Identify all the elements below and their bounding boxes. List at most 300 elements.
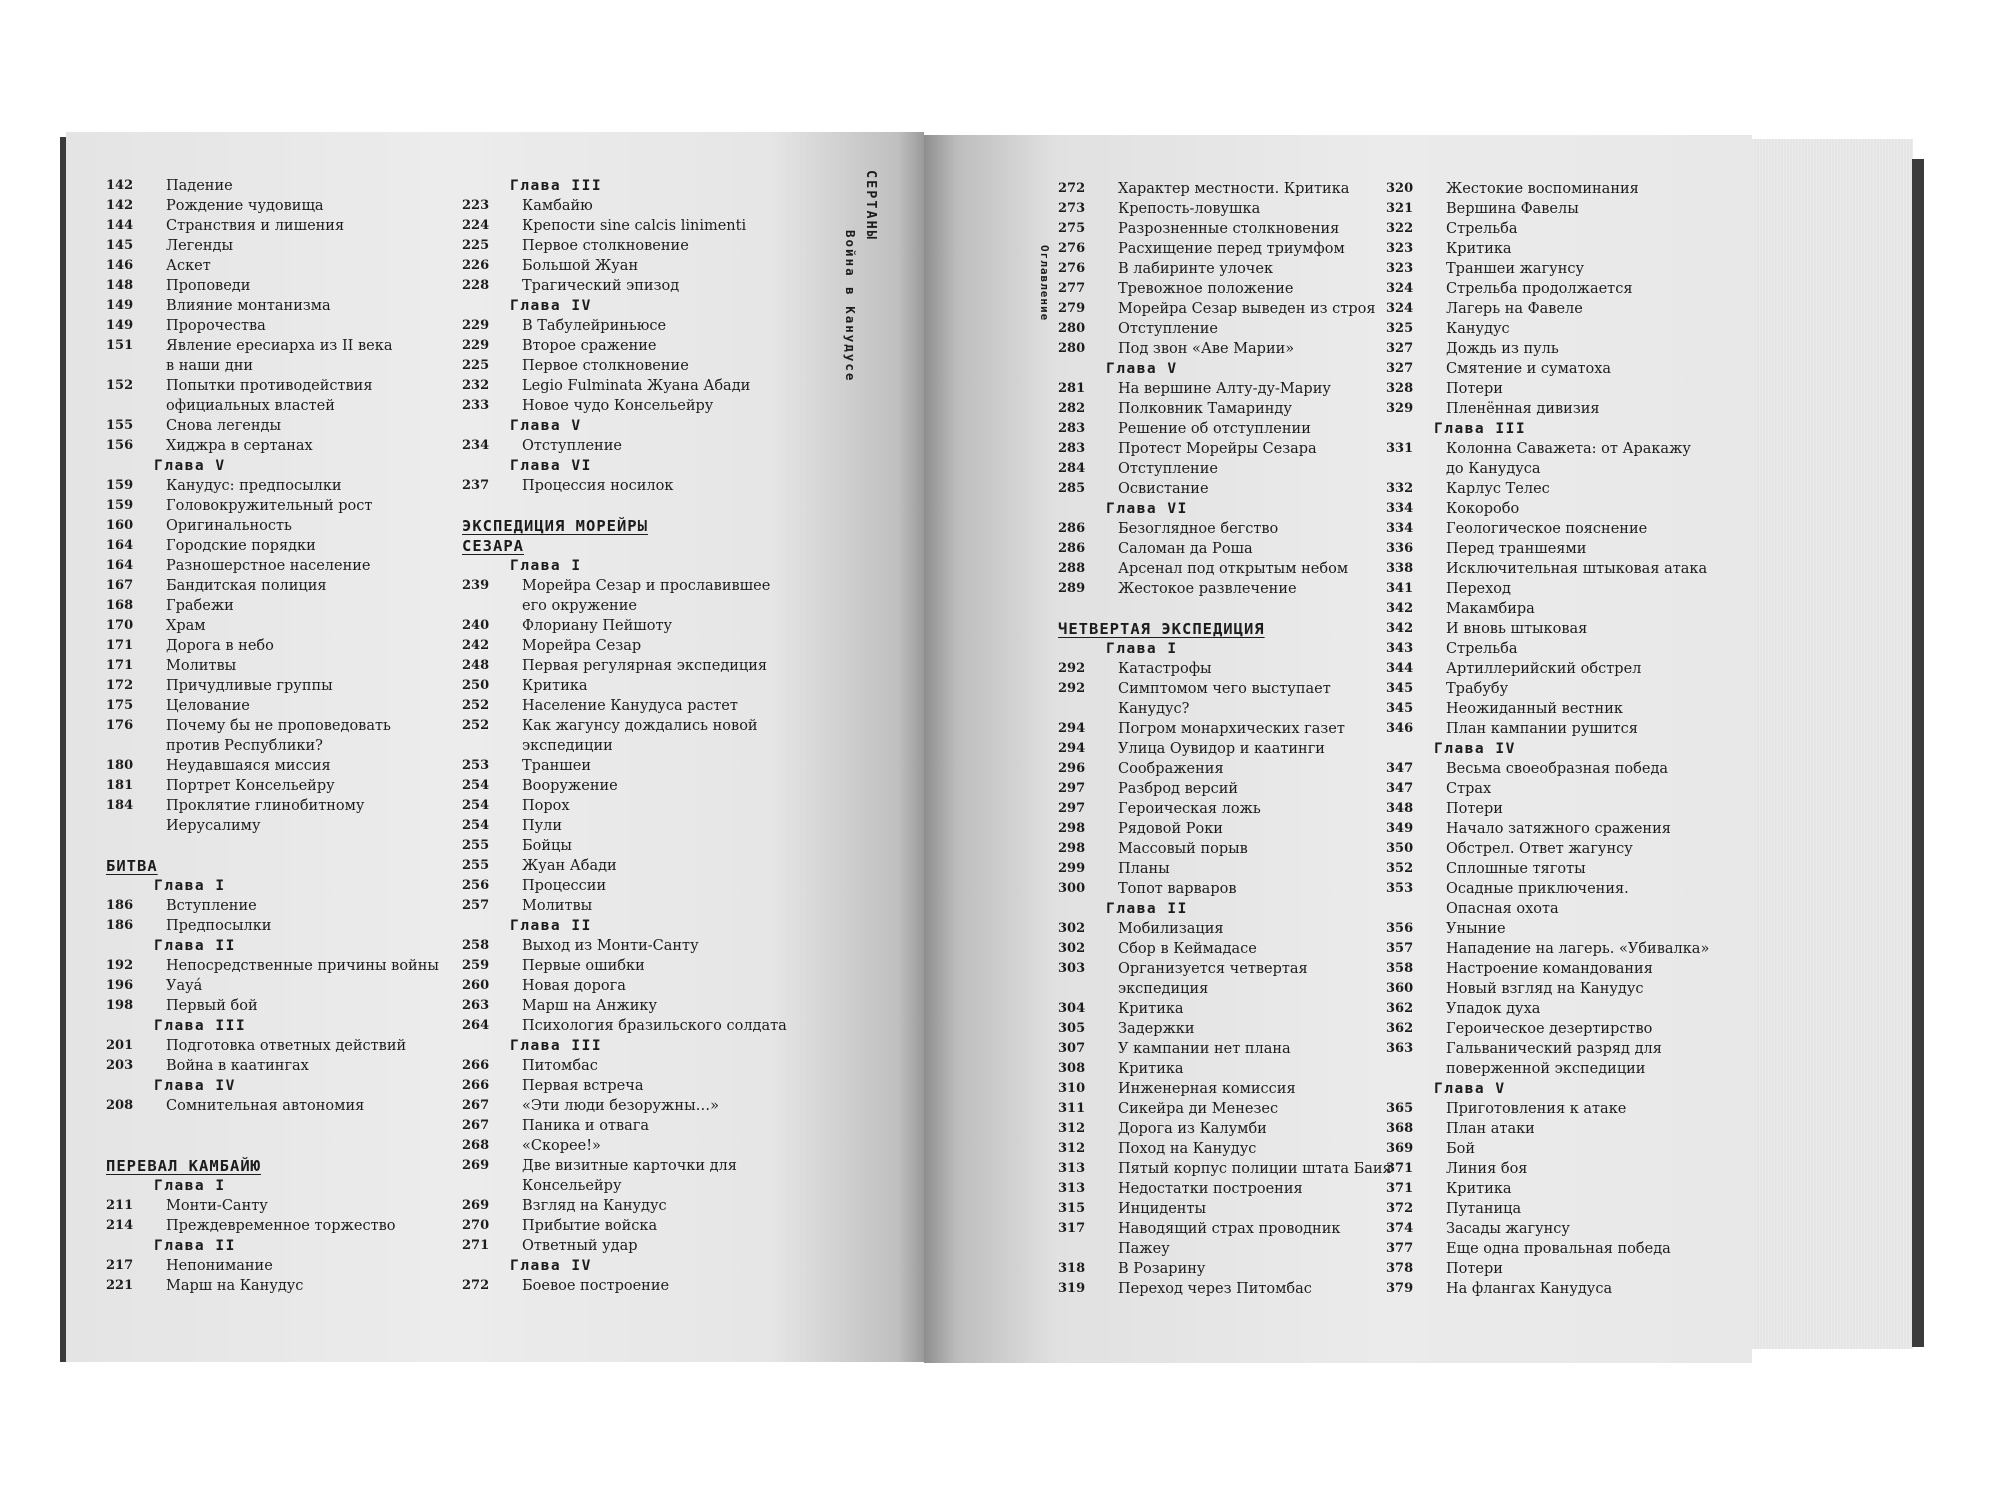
entry-title: Потери [1446, 381, 1503, 397]
entry-title: Камбайю [522, 198, 593, 214]
entry-title: Весьма своеобразная победа [1446, 761, 1669, 777]
entry-title: Жестокое развлечение [1118, 581, 1297, 597]
page-number: 313 [1058, 1161, 1086, 1176]
entry-title: ПЕРЕВАЛ КАМБАЙЮ [106, 1157, 261, 1175]
page-number: 142 [106, 178, 134, 193]
page-number: 315 [1058, 1201, 1086, 1216]
page-number: 208 [106, 1098, 134, 1113]
entry-title: Приготовления к атаке [1446, 1101, 1627, 1117]
page-number: 276 [1058, 261, 1086, 276]
page-number: 358 [1386, 961, 1414, 976]
page-number: 256 [462, 878, 490, 893]
entry-title: Упадок духа [1446, 1001, 1541, 1017]
page-number: 300 [1058, 881, 1086, 896]
page-number: 186 [106, 918, 134, 933]
entry-title: Колонна Саважета: от Аракажу [1446, 441, 1691, 457]
page-number: 341 [1386, 581, 1414, 596]
entry-title: Стрельба [1446, 221, 1518, 237]
page-number: 347 [1386, 781, 1414, 796]
entry-title: Характер местности. Критика [1118, 181, 1350, 197]
page-number: 280 [1058, 341, 1086, 356]
entry-title: Первое столкновение [522, 358, 689, 374]
entry-title: Портрет Консельейру [166, 778, 335, 794]
entry-title: Отступление [522, 438, 622, 454]
page-number: 257 [462, 898, 490, 913]
entry-title: Отступление [1118, 461, 1218, 477]
entry-title: Дорога в небо [166, 638, 274, 654]
page-number: 297 [1058, 801, 1086, 816]
entry-title: Явление ересиарха из II века [166, 338, 393, 354]
page-number: 226 [462, 258, 490, 273]
entry-title: Глава VI [1106, 501, 1188, 517]
entry-title: Уныние [1446, 921, 1506, 937]
page-number: 377 [1386, 1241, 1414, 1256]
entry-title: Критика [1118, 1001, 1184, 1017]
entry-title: официальных властей [166, 398, 335, 414]
page-number: 379 [1386, 1281, 1414, 1296]
page-number: 145 [106, 238, 134, 253]
entry-title: Сплошные тяготы [1446, 861, 1586, 877]
page-number: 203 [106, 1058, 134, 1073]
entry-title: Крепости sine calcis linimenti [522, 218, 747, 234]
page-number: 272 [462, 1278, 490, 1293]
page-number: 155 [106, 418, 134, 433]
entry-title: Топот варваров [1118, 881, 1237, 897]
entry-title: Инженерная комиссия [1118, 1081, 1296, 1097]
entry-title: Legio Fulminata Жуана Абади [522, 378, 751, 394]
entry-title: Глава V [1434, 1081, 1506, 1097]
entry-title: План атаки [1446, 1121, 1535, 1137]
entry-title: Морейра Сезар [522, 638, 642, 654]
entry-title: Уауá [166, 978, 203, 994]
entry-title: Поход на Канудус [1118, 1141, 1257, 1157]
entry-title: Тревожное положение [1118, 281, 1294, 297]
entry-title: Глава II [510, 918, 592, 934]
page-number: 292 [1058, 661, 1086, 676]
entry-title: Иерусалиму [166, 818, 261, 834]
entry-title: Преждевременное торжество [166, 1218, 396, 1234]
entry-title: Глава I [154, 878, 226, 894]
page-number: 346 [1386, 721, 1414, 736]
page-number: 276 [1058, 241, 1086, 256]
page-number: 352 [1386, 861, 1414, 876]
page-number: 225 [462, 238, 490, 253]
entry-title: Потери [1446, 801, 1503, 817]
page-number: 160 [106, 518, 134, 533]
entry-title: Первая регулярная экспедиция [522, 658, 768, 674]
left-page [66, 132, 924, 1362]
entry-title: Протест Морейры Сезара [1118, 441, 1317, 457]
entry-title: Геологическое пояснение [1446, 521, 1648, 537]
entry-title: Второе сражение [522, 338, 657, 354]
entry-title: Ответный удар [522, 1238, 638, 1254]
page-number: 225 [462, 358, 490, 373]
page-number: 269 [462, 1158, 490, 1173]
entry-title: Сомнительная автономия [166, 1098, 365, 1114]
page-number: 240 [462, 618, 490, 633]
page-number: 283 [1058, 421, 1086, 436]
page-number: 362 [1386, 1021, 1414, 1036]
entry-title: Марш на Канудус [166, 1278, 304, 1294]
page-number: 273 [1058, 201, 1086, 216]
entry-title: Пули [522, 818, 563, 834]
entry-title: Городские порядки [166, 538, 316, 554]
entry-title: Кокоробо [1446, 501, 1520, 517]
entry-title: Вступление [166, 898, 257, 914]
page-number: 252 [462, 718, 490, 733]
entry-title: Монти-Санту [166, 1198, 268, 1214]
entry-title: Храм [166, 618, 206, 634]
entry-title: Трабубу [1446, 681, 1509, 697]
page-number: 164 [106, 558, 134, 573]
page-number: 345 [1386, 681, 1414, 696]
entry-title: Молитвы [522, 898, 593, 914]
entry-title: Канудус [1446, 321, 1510, 337]
page-number: 331 [1386, 441, 1414, 456]
right-page [924, 135, 1752, 1363]
entry-title: Под звон «Аве Марии» [1118, 341, 1295, 357]
entry-title: Страх [1446, 781, 1492, 797]
entry-title: Освистание [1118, 481, 1209, 497]
entry-title: Глава III [510, 178, 603, 194]
entry-title: Причудливые группы [166, 678, 333, 694]
entry-title: Население Канудуса растет [522, 698, 738, 714]
page-number: 302 [1058, 921, 1086, 936]
entry-title: Прибытие войска [522, 1218, 658, 1234]
page-number: 302 [1058, 941, 1086, 956]
page-number: 268 [462, 1138, 490, 1153]
entry-title: Бой [1446, 1141, 1476, 1157]
entry-title: Симптомом чего выступает [1118, 681, 1331, 697]
page-number: 237 [462, 478, 490, 493]
page-number: 263 [462, 998, 490, 1013]
page-number: 282 [1058, 401, 1086, 416]
entry-title: Линия боя [1446, 1161, 1528, 1177]
entry-title: экспедиция [1118, 981, 1209, 997]
page-number: 303 [1058, 961, 1086, 976]
entry-title: Улица Оувидор и каатинги [1118, 741, 1325, 757]
entry-title: В лабиринте улочек [1118, 261, 1274, 277]
page-number: 299 [1058, 861, 1086, 876]
entry-title: Мобилизация [1118, 921, 1224, 937]
page-number: 279 [1058, 301, 1086, 316]
entry-title: Проповеди [166, 278, 251, 294]
entry-title: Война в каатингах [166, 1058, 309, 1074]
page-number: 345 [1386, 701, 1414, 716]
page-number: 368 [1386, 1121, 1414, 1136]
entry-title: Критика [1118, 1061, 1184, 1077]
page-number: 264 [462, 1018, 490, 1033]
entry-title: Первая встреча [522, 1078, 644, 1094]
entry-title: Сбор в Кеймадасе [1118, 941, 1257, 957]
entry-title: Глава II [1106, 901, 1188, 917]
entry-title: Нападение на лагерь. «Убивалка» [1446, 941, 1710, 957]
entry-title: Глава III [1434, 421, 1527, 437]
page-number: 164 [106, 538, 134, 553]
entry-title: Оригинальность [166, 518, 292, 534]
page-number: 196 [106, 978, 134, 993]
entry-title: Снова легенды [166, 418, 282, 434]
page-number: 232 [462, 378, 490, 393]
page-number: 267 [462, 1118, 490, 1133]
entry-title: Влияние монтанизма [166, 298, 331, 314]
page-number: 168 [106, 598, 134, 613]
entry-title: Опасная охота [1446, 901, 1559, 917]
page-number: 334 [1386, 501, 1414, 516]
entry-title: Расхищение перед триумфом [1118, 241, 1345, 257]
page-number: 374 [1386, 1221, 1414, 1236]
entry-title: Взгляд на Канудус [522, 1198, 667, 1214]
page-number: 159 [106, 498, 134, 513]
entry-title: Канудус: предпосылки [166, 478, 342, 494]
page-number: 286 [1058, 541, 1086, 556]
entry-title: Предпосылки [166, 918, 272, 934]
entry-title: Рождение чудовища [166, 198, 324, 214]
entry-title: Наводящий страх проводник [1118, 1221, 1341, 1237]
page-number: 260 [462, 978, 490, 993]
page-number: 186 [106, 898, 134, 913]
entry-title: Новое чудо Консельейру [522, 398, 714, 414]
page-number: 298 [1058, 821, 1086, 836]
entry-title: План кампании рушится [1446, 721, 1638, 737]
page-number: 323 [1386, 241, 1414, 256]
page-number: 144 [106, 218, 134, 233]
page-number: 151 [106, 338, 134, 353]
entry-title: Макамбира [1446, 601, 1535, 617]
book-cover-right-edge [1912, 159, 1924, 1347]
running-head-subtitle: Война в Канудусе [843, 230, 858, 383]
page-number: 344 [1386, 661, 1414, 676]
entry-title: Грабежи [166, 598, 234, 614]
page-number: 254 [462, 818, 490, 833]
page-number: 307 [1058, 1041, 1086, 1056]
page-number: 311 [1058, 1101, 1086, 1116]
page-number: 284 [1058, 461, 1086, 476]
page-number: 211 [106, 1198, 134, 1213]
entry-title: Как жагунсу дождались новой [522, 718, 758, 734]
entry-title: Первые ошибки [522, 958, 645, 974]
page-number: 305 [1058, 1021, 1086, 1036]
entry-title: У кампании нет плана [1118, 1041, 1291, 1057]
entry-title: Сикейра ди Менезес [1118, 1101, 1279, 1117]
page-number: 297 [1058, 781, 1086, 796]
page-number: 277 [1058, 281, 1086, 296]
page-number: 317 [1058, 1221, 1086, 1236]
page-number: 283 [1058, 441, 1086, 456]
entry-title: Марш на Анжику [522, 998, 658, 1014]
page-number: 234 [462, 438, 490, 453]
entry-title: Артиллерийский обстрел [1446, 661, 1642, 677]
page-number: 223 [462, 198, 490, 213]
page-number: 184 [106, 798, 134, 813]
page-number: 266 [462, 1058, 490, 1073]
entry-title: Порох [522, 798, 570, 814]
page-number: 294 [1058, 741, 1086, 756]
entry-title: ЧЕТВЕРТАЯ ЭКСПЕДИЦИЯ [1058, 620, 1265, 638]
entry-title: На вершине Алту-ду-Мариу [1118, 381, 1331, 397]
page-number: 175 [106, 698, 134, 713]
entry-title: Головокружительный рост [166, 498, 373, 514]
running-head-contents: Оглавление [1038, 245, 1051, 322]
entry-title: Начало затяжного сражения [1446, 821, 1671, 837]
entry-title: Разброд версий [1118, 781, 1239, 797]
entry-title: Потери [1446, 1261, 1503, 1277]
entry-title: Разношерстное население [166, 558, 371, 574]
entry-title: Хиджра в сертанах [166, 438, 313, 454]
entry-title: Большой Жуан [522, 258, 639, 274]
entry-title: Планы [1118, 861, 1170, 877]
page-block-edge [1745, 139, 1913, 1349]
page-number: 253 [462, 758, 490, 773]
entry-title: Исключительная штыковая атака [1446, 561, 1708, 577]
page-number: 327 [1386, 341, 1414, 356]
page-number: 171 [106, 658, 134, 673]
entry-title: Героическое дезертирство [1446, 1021, 1653, 1037]
page-number: 347 [1386, 761, 1414, 776]
page-number: 349 [1386, 821, 1414, 836]
page-number: 320 [1386, 181, 1414, 196]
page-number: 254 [462, 778, 490, 793]
page-number: 239 [462, 578, 490, 593]
entry-title: Настроение командования [1446, 961, 1653, 977]
entry-title: БИТВА [106, 857, 158, 875]
page-number: 348 [1386, 801, 1414, 816]
page-number: 254 [462, 798, 490, 813]
entry-title: Засады жагунсу [1446, 1221, 1570, 1237]
page-number: 325 [1386, 321, 1414, 336]
page-number: 146 [106, 258, 134, 273]
page-number: 289 [1058, 581, 1086, 596]
entry-title: Стрельба продолжается [1446, 281, 1633, 297]
page-number: 342 [1386, 621, 1414, 636]
page-number: 149 [106, 318, 134, 333]
page-number: 378 [1386, 1261, 1414, 1276]
page-number: 181 [106, 778, 134, 793]
entry-title: Переход через Питомбас [1118, 1281, 1312, 1297]
page-number: 285 [1058, 481, 1086, 496]
entry-title: Массовый порыв [1118, 841, 1248, 857]
page-number: 372 [1386, 1201, 1414, 1216]
entry-title: Отступление [1118, 321, 1218, 337]
entry-title: Саломан да Роша [1118, 541, 1253, 557]
entry-title: Еще одна провальная победа [1446, 1241, 1671, 1257]
entry-title: Катастрофы [1118, 661, 1212, 677]
page-number: 288 [1058, 561, 1086, 576]
page-number: 298 [1058, 841, 1086, 856]
entry-title: Дождь из пуль [1446, 341, 1559, 357]
entry-title: Крепость-ловушка [1118, 201, 1261, 217]
page-number: 363 [1386, 1041, 1414, 1056]
entry-title: «Скорее!» [522, 1138, 601, 1154]
entry-title: Безоглядное бегство [1118, 521, 1279, 537]
entry-title: Глава II [154, 1238, 236, 1254]
entry-title: Аскет [166, 258, 211, 274]
page-number: 229 [462, 318, 490, 333]
entry-title: Осадные приключения. [1446, 881, 1629, 897]
page-number: 312 [1058, 1141, 1086, 1156]
entry-title: Рядовой Роки [1118, 821, 1223, 837]
page-number: 250 [462, 678, 490, 693]
entry-title: Боевое построение [522, 1278, 670, 1294]
entry-title: Траншеи жагунсу [1446, 261, 1585, 277]
page-number: 328 [1386, 381, 1414, 396]
entry-title: В Розарину [1118, 1261, 1206, 1277]
entry-title: Падение [166, 178, 233, 194]
entry-title: Глава IV [510, 298, 592, 314]
page-number: 275 [1058, 221, 1086, 236]
page-number: 192 [106, 958, 134, 973]
entry-title: Глава I [154, 1178, 226, 1194]
entry-title: Глава V [1106, 361, 1178, 377]
entry-title: Выход из Монти-Санту [522, 938, 699, 954]
entry-title: Две визитные карточки для [522, 1158, 737, 1174]
entry-title: Психология бразильского солдата [522, 1018, 787, 1034]
page-number: 217 [106, 1258, 134, 1273]
page-number: 172 [106, 678, 134, 693]
page-number: 338 [1386, 561, 1414, 576]
entry-title: Глава V [510, 418, 582, 434]
entry-title: Пленённая дивизия [1446, 401, 1600, 417]
entry-title: до Канудуса [1446, 461, 1541, 477]
page-number: 294 [1058, 721, 1086, 736]
entry-title: Процессии [522, 878, 607, 894]
page-number: 233 [462, 398, 490, 413]
entry-title: Флориану Пейшоту [522, 618, 673, 634]
entry-title: Перед траншеями [1446, 541, 1587, 557]
page-number: 371 [1386, 1161, 1414, 1176]
page-number: 342 [1386, 601, 1414, 616]
entry-title: Критика [522, 678, 588, 694]
entry-title: против Республики? [166, 738, 323, 754]
entry-title: Карлус Телес [1446, 481, 1550, 497]
entry-title: Трагический эпизод [522, 278, 680, 294]
entry-title: СЕЗАРА [462, 537, 524, 555]
page-number: 258 [462, 938, 490, 953]
page-number: 272 [1058, 181, 1086, 196]
page-number: 228 [462, 278, 490, 293]
entry-title: Переход [1446, 581, 1511, 597]
entry-title: его окружение [522, 598, 637, 614]
entry-title: Подготовка ответных действий [166, 1038, 407, 1054]
entry-title: Пророчества [166, 318, 266, 334]
entry-title: Дорога из Калумби [1118, 1121, 1267, 1137]
entry-title: Легенды [166, 238, 233, 254]
page-number: 167 [106, 578, 134, 593]
entry-title: в наши дни [166, 358, 254, 374]
entry-title: Бандитская полиция [166, 578, 327, 594]
entry-title: Первый бой [166, 998, 258, 1014]
page-number: 308 [1058, 1061, 1086, 1076]
page-number: 149 [106, 298, 134, 313]
entry-title: Вершина Фавелы [1446, 201, 1579, 217]
page-number: 252 [462, 698, 490, 713]
page-number: 356 [1386, 921, 1414, 936]
entry-title: На флангах Канудуса [1446, 1281, 1613, 1297]
entry-title: В Табулейриньюсе [522, 318, 667, 334]
page-number: 304 [1058, 1001, 1086, 1016]
page-number: 332 [1386, 481, 1414, 496]
page-number: 176 [106, 718, 134, 733]
entry-title: Консельейру [522, 1178, 622, 1194]
entry-title: ЭКСПЕДИЦИЯ МОРЕЙРЫ [462, 517, 648, 535]
page-number: 360 [1386, 981, 1414, 996]
entry-title: экспедиции [522, 738, 613, 754]
page-number: 201 [106, 1038, 134, 1053]
entry-title: Молитвы [166, 658, 237, 674]
page-number: 296 [1058, 761, 1086, 776]
entry-title: Попытки противодействия [166, 378, 373, 394]
entry-title: Жуан Абади [522, 858, 617, 874]
